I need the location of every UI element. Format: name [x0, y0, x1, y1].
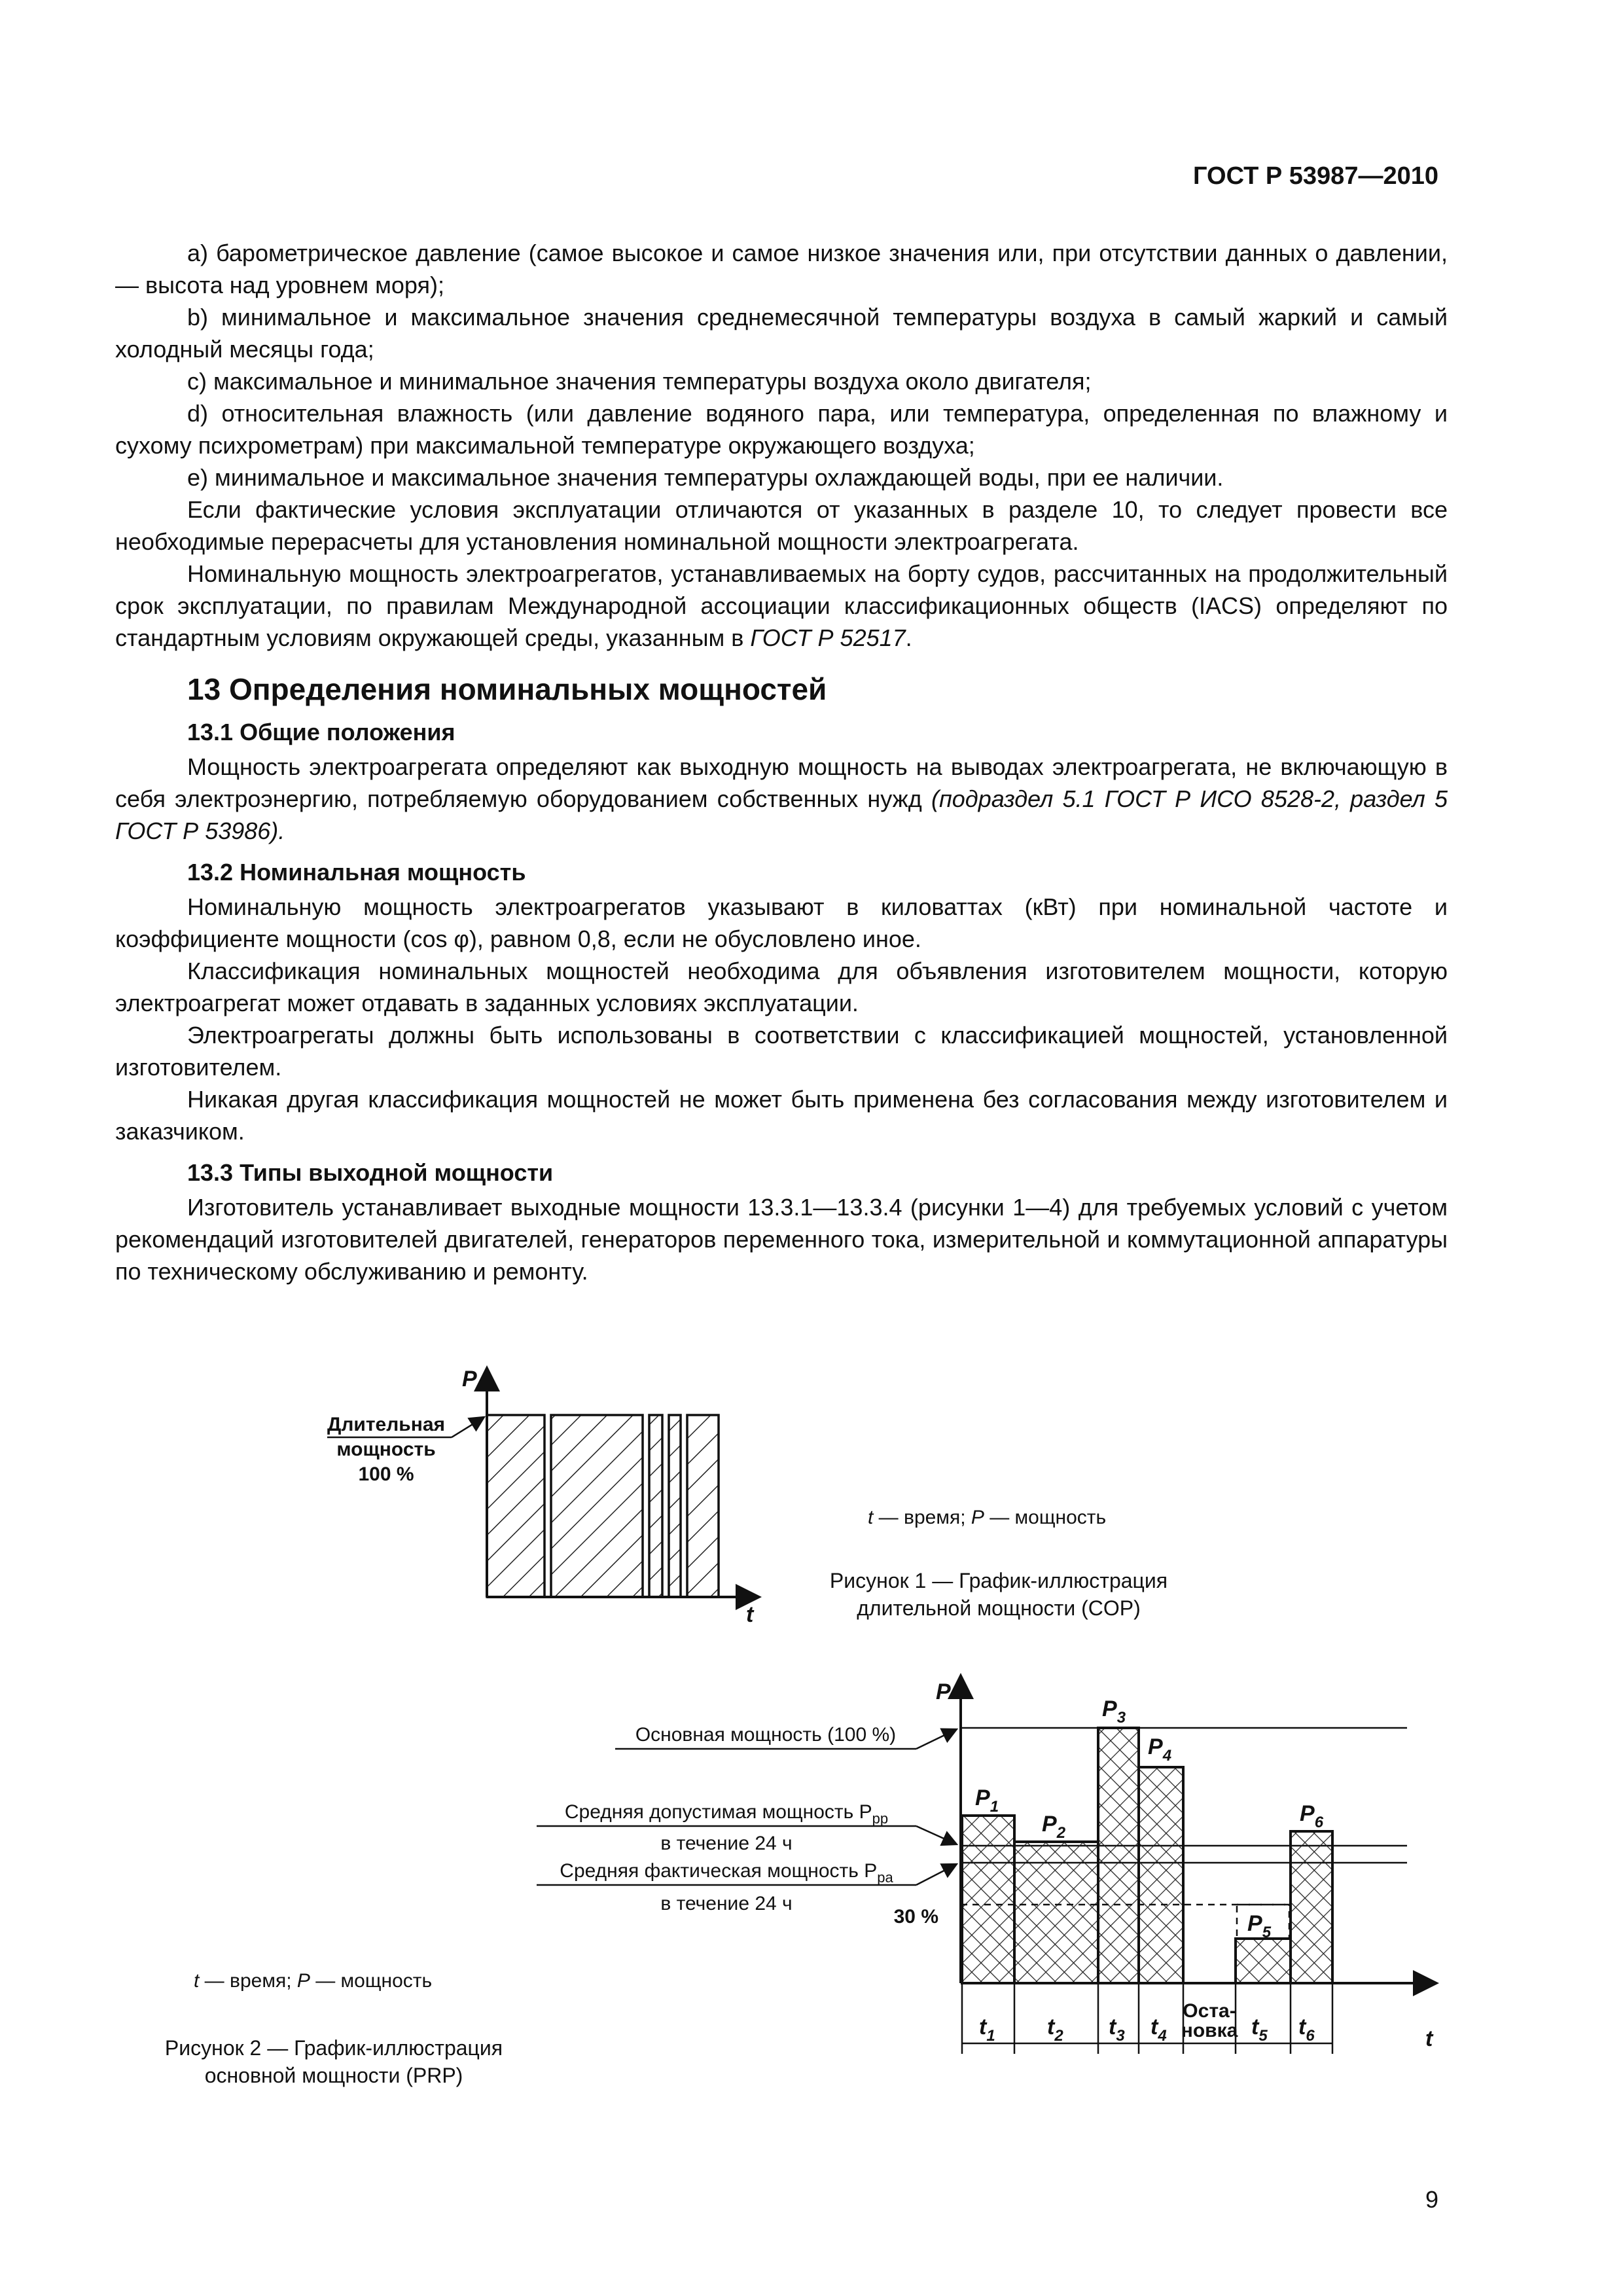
fig1-label-line1: Длительная	[327, 1414, 446, 1435]
section-13-title: 13 Определения номинальных мощностей	[187, 672, 827, 706]
fig2-label-30: 30 %	[893, 1906, 938, 1928]
fig1-block-3	[649, 1415, 662, 1597]
fig2-t6-label: $t_6$	[1298, 2015, 1315, 2045]
paragraph-13-2-1: Номинальную мощность электроагрегатов указывают в киловаттах (кВт) при номинальной частоте и коэффициенте мощности (cos φ), равном 0,8, если не обусловлено иное.	[115, 893, 1448, 952]
fig2-bar-p4	[1139, 1767, 1183, 1983]
fig1-legend: t — время; P — мощность	[868, 1507, 1107, 1528]
fig2-caption: Рисунок 2 — График-иллюстрация основной мощности (PRP)	[164, 2036, 503, 2087]
fig1-caption: Рисунок 1 — График-иллюстрация длительной мощности (COP)	[829, 1569, 1168, 1620]
fig2-label-pa-line2: в течение 24 ч	[660, 1893, 793, 1914]
figure-2-prp	[537, 1676, 1436, 2054]
fig2-pa-leader	[916, 1864, 957, 1885]
paragraph-13-1: Мощность электроагрегата определяют как выходную мощность на выводах электроагрегата, не включающую в себя электроэнергию, потребляемую оборудованием собственных нужд (подраздел 5.1 ГОСТ Р ИСО 8528-2, раздел 5 ГОСТ Р 53986).	[115, 753, 1448, 844]
paragraph-13-3-1: Изготовитель устанавливает выходные мощности 13.3.1—13.3.4 (рисунки 1—4) для требуемых условий с учетом рекомендаций изготовителей двигателей, генераторов переменного тока, измерительной и коммутационной аппаратуры по техническому обслуживанию и ремонту.	[115, 1194, 1448, 1285]
fig2-p2-label: $P_2$	[1042, 1812, 1066, 1842]
fig2-t1-label: $t_1$	[979, 2015, 995, 2045]
list-item-b: b) минимальное и максимальное значения среднемесячной температуры воздуха в самый жаркий и самый холодный месяцы года;	[115, 304, 1448, 363]
subsection-13-2-title: 13.2 Номинальная мощность	[187, 859, 526, 886]
fig1-block-2	[551, 1415, 643, 1597]
fig1-label-leader	[452, 1417, 484, 1437]
list-item-c: c) максимальное и минимальное значения температуры воздуха около двигателя;	[187, 368, 1092, 395]
fig2-label-basic: Основная мощность (100 %)	[635, 1724, 897, 1746]
subsection-13-1-title: 13.1 Общие положения	[187, 719, 455, 745]
fig2-label-pp-line2: в течение 24 ч	[660, 1833, 793, 1854]
fig1-block-4	[669, 1415, 681, 1597]
fig1-block-1	[487, 1415, 544, 1597]
fig2-pp-leader	[916, 1826, 957, 1844]
fig2-t-label: t	[1425, 2026, 1433, 2051]
fig2-bar-p2	[1014, 1842, 1098, 1983]
list-item-a: а) барометрическое давление (самое высокое и самое низкое значения или, при отсутствии данных о давлении, — высота над уровнем моря);	[115, 240, 1448, 298]
fig2-p5-label: $P_5$	[1247, 1911, 1272, 1941]
fig2-p3-label: $P_3$	[1102, 1696, 1126, 1727]
fig2-label-pa-line1: Средняя фактическая мощность $P_{pa}$	[560, 1860, 893, 1886]
ref-gost-52517: ГОСТ Р 52517	[750, 624, 906, 651]
fig2-bar-p6	[1291, 1831, 1332, 1983]
fig1-block-5	[687, 1415, 719, 1597]
fig2-bar-p3	[1098, 1728, 1139, 1983]
fig2-p-label: P	[936, 1679, 951, 1704]
fig2-p4-label: $P_4$	[1148, 1734, 1172, 1765]
list-item-e: е) минимальное и максимальное значения температуры охлаждающей воды, при ее наличии.	[187, 464, 1224, 491]
fig2-basic-leader	[916, 1729, 957, 1749]
paragraph-13-2-2: Классификация номинальных мощностей необходима для объявления изготовителем мощности, которую электроагрегат может отдавать в заданных условиях эксплуатации.	[115, 958, 1448, 1016]
fig2-stop-line1: Оста-	[1183, 2000, 1236, 2022]
fig2-p6-label: $P_6$	[1300, 1801, 1324, 1831]
fig2-p1-label: $P_1$	[975, 1785, 999, 1816]
fig2-legend: t — время; P — мощность	[194, 1970, 433, 1992]
figure-1-cop	[327, 1367, 759, 1627]
page-number: 9	[1425, 2186, 1438, 2213]
fig2-stop-line2: новка	[1181, 2020, 1238, 2041]
paragraph-recalc: Если фактические условия эксплуатации отличаются от указанных в разделе 10, то следует провести все необходимые перерасчеты для установления номинальной мощности электроагрегата.	[115, 496, 1448, 555]
fig1-p-label: P	[462, 1367, 477, 1391]
fig1-label-line3: 100 %	[358, 1463, 414, 1485]
fig2-t4-label: $t_4$	[1150, 2015, 1167, 2045]
fig1-label-line2: мощность	[336, 1439, 436, 1460]
fig2-t2-label: $t_2$	[1047, 2015, 1063, 2045]
fig2-bar-p5	[1236, 1939, 1291, 1983]
fig1-t-label: t	[746, 1602, 754, 1627]
paragraph-iacs: Номинальную мощность электроагрегатов, устанавливаемых на борту судов, рассчитанных на продолжительный срок эксплуатации, по правилам Международной ассоциации классификационных обществ (IACS) определяют по стандартным условиям окружающей среды, указанным в ГОСТ Р 52517.	[115, 560, 1448, 651]
paragraph-13-2-3: Электроагрегаты должны быть использованы в соответствии с классификацией мощностей, установленной изготовителем.	[115, 1022, 1448, 1081]
fig2-t5-label: $t_5$	[1251, 2015, 1268, 2045]
standard-header: ГОСТ Р 53987—2010	[1193, 162, 1438, 190]
fig2-t3-label: $t_3$	[1109, 2015, 1125, 2045]
fig2-label-pp-line1: Средняя допустимая мощность $P_{pp}$	[564, 1801, 889, 1827]
paragraph-13-2-4: Никакая другая классификация мощностей не может быть применена без согласования между изготовителем и заказчиком.	[115, 1086, 1448, 1145]
fig2-bar-p1	[962, 1816, 1014, 1983]
subsection-13-3-title: 13.3 Типы выходной мощности	[187, 1159, 554, 1186]
list-item-d: d) относительная влажность (или давление водяного пара, или температура, определенная по влажному и сухому психрометрам) при максимальной температуре окружающего воздуха;	[115, 400, 1448, 459]
ref-13-1: (подраздел 5.1 ГОСТ Р ИСО 8528-2, раздел 5 ГОСТ Р 53986).	[115, 785, 1448, 844]
